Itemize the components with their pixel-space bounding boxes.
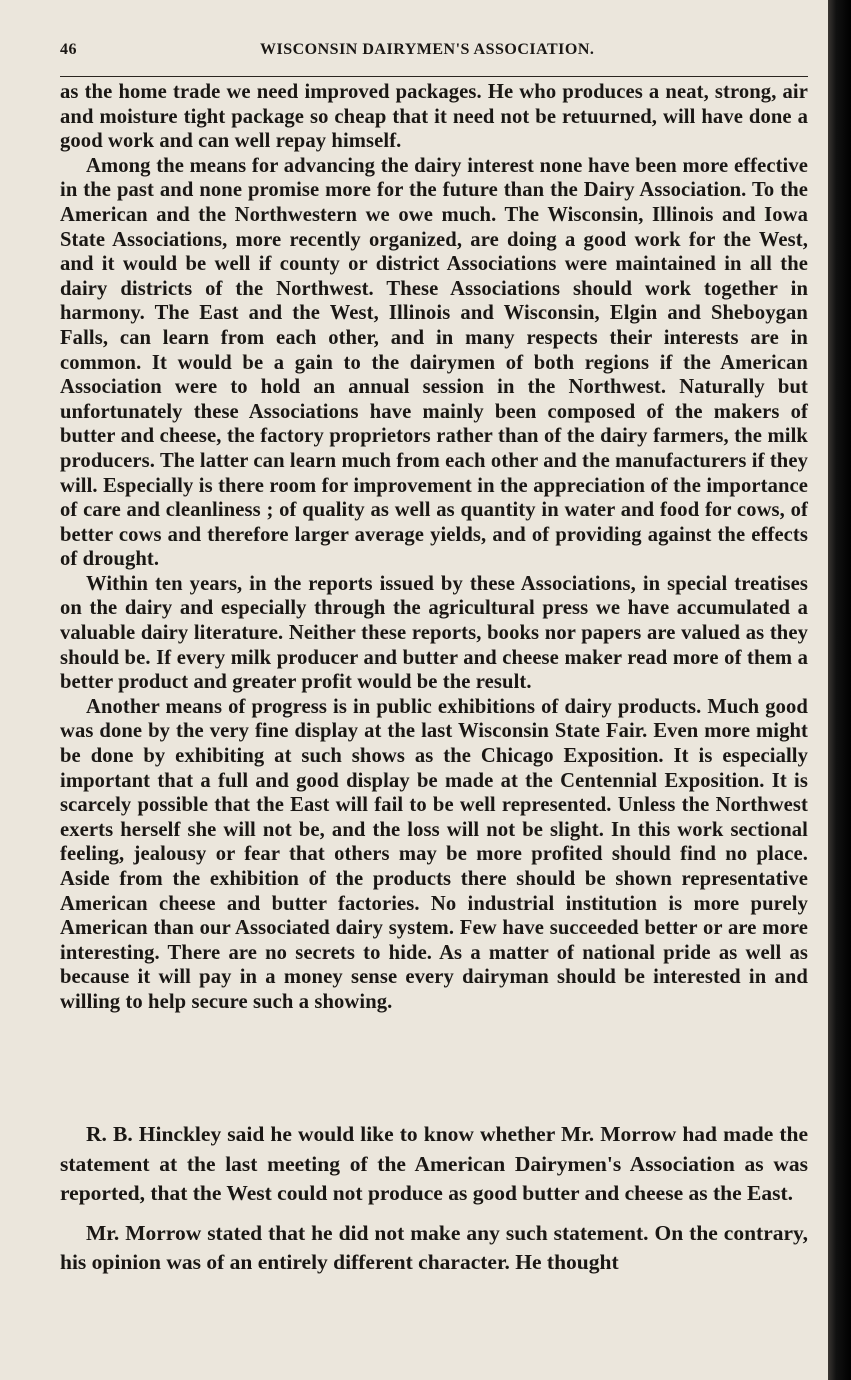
page-number: 46: [60, 41, 77, 58]
paragraph: Another means of progress is in public exhibitions of dairy products. Much good was done by the very fine display at the last Wisconsin State Fair. Even more might be done by exhibiting at such shows as the Chicago Exposition. It is especially important that a full and good display be made at the Centennial Exposition. It is scarcely possible that the East will fail to be well represented. Unless the Northwest exerts herself she will not be, and the loss will not be slight. In this work sectional feeling, jealousy or fear that others may be more profited should find no place. Aside from the exhibition of the products there should be shown representative American cheese and butter factories. No industrial institution is more purely American than our Associated dairy system. Few have succeeded better or are more interesting. There are no secrets to hide. As a matter of national pride as well as because it will pay in a money sense every dairyman should be interested in and willing to help secure such a showing.: [60, 695, 808, 1013]
body-text: [60, 80, 808, 1015]
paragraph: Within ten years, in the reports issued by these Associations, in special treatises on the dairy and especially through the agricultural press we have accumulated a valuable dairy literature. Neither these reports, books nor papers are valued as they should be. If every milk producer and butter and cheese maker read more of them a better product and greater profit would be the result.: [60, 572, 808, 694]
book-spine-shadow: [828, 0, 851, 1380]
paragraph: R. B. Hinckley said he would like to know whether Mr. Morrow had made the statement at the last meeting of the American Dairymen's Association as was reported, that the West could not produce as good butter and cheese as the East.: [60, 1122, 808, 1205]
paragraph: Among the means for advancing the dairy interest none have been more effective in the past and none promise more for the future than the Dairy Association. To the American and the Northwestern we owe much. The Wisconsin, Illinois and Iowa State Associations, more recently organized, are doing a good work for the West, and it would be well if county or district Associations were maintained in all the dairy districts of the Northwest. These Associations should work together in harmony. The East and the West, Illinois and Wisconsin, Elgin and Sheboygan Falls, can learn from each other, and in many respects their interests are in common. It would be a gain to the dairymen of both regions if the American Association were to hold an annual session in the Northwest. Naturally but unfortunately these Associations have mainly been composed of the makers of butter and cheese, the factory proprietors rather than of the dairy farmers, the milk producers. The latter can learn much from each other and the manufacturers if they will. Especially is there room for improvement in the appreciation of the importance of care and cleanliness ; of quality as well as quantity in water and food for cows, of better cows and therefore larger average yields, and of providing against the effects of drought.: [60, 154, 808, 571]
paragraph: Mr. Morrow stated that he did not make any such statement. On the contrary, his opinion was of an entirely different character. He thought: [60, 1220, 808, 1274]
header-rule: [60, 76, 808, 77]
page-header: [60, 41, 806, 67]
discussion-text: [60, 1120, 808, 1288]
paragraph: as the home trade we need improved packages. He who produces a neat, strong, air and moisture tight package so cheap that it need not be retuurned, will have done a good work and can well repay himself.: [60, 81, 808, 153]
running-head: WISCONSIN DAIRYMEN'S ASSOCIATION.: [260, 41, 595, 58]
